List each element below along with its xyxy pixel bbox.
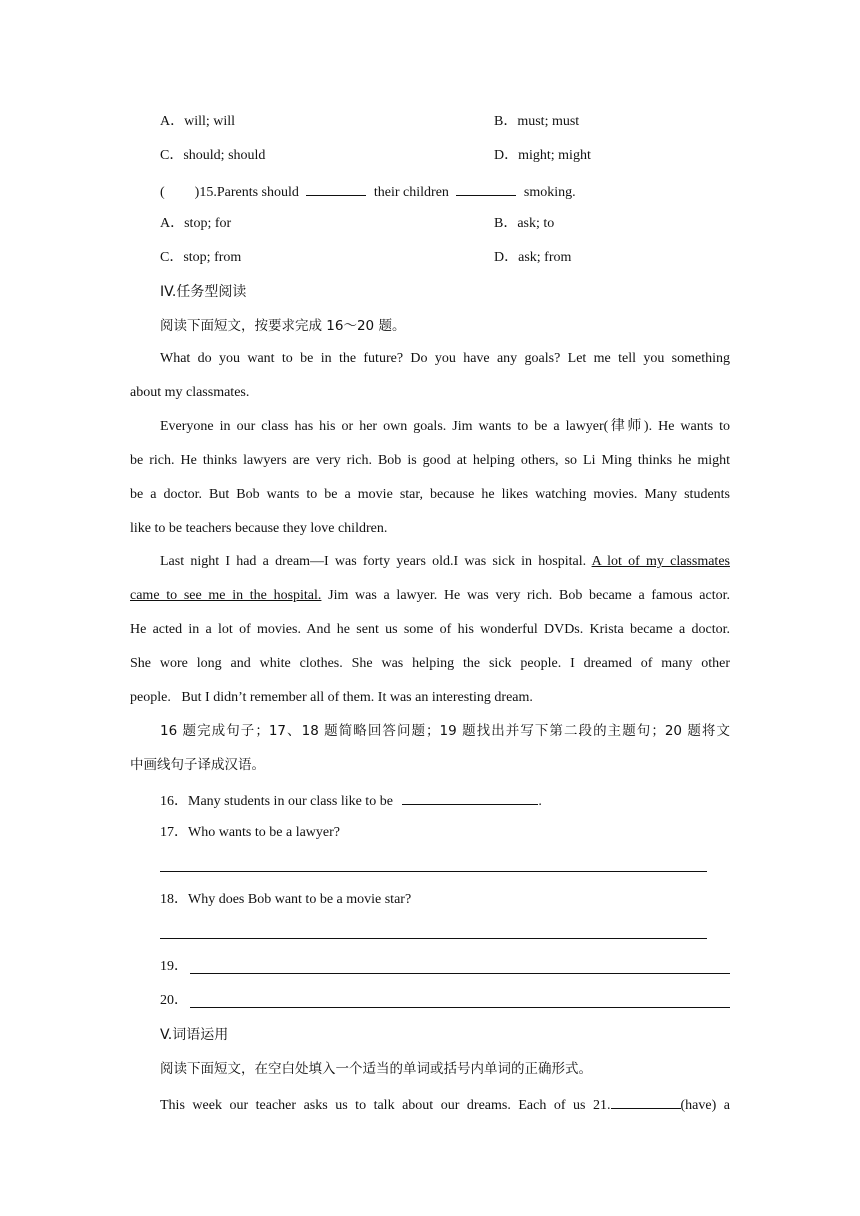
p3-line-1-text: Last night I had a dream—I was forty years old.I was sick in hospital. (160, 554, 587, 569)
q14-option-b: B．must; must (494, 114, 580, 129)
q14-option-c: C．should; should (160, 148, 266, 163)
q14-option-a: A．will; will (160, 114, 236, 129)
q19-answer-line[interactable] (190, 973, 730, 974)
q20-answer-line[interactable] (190, 1007, 730, 1008)
section-5-heading: V.词语运用 (160, 1027, 229, 1043)
passage-p3-line-3: He acted in a lot of movies. And he sent us some of his wonderful DVDs. Krista became a doctor. (130, 622, 730, 637)
passage-p2-line-3: be a doctor. But Bob wants to be a movie star, because he likes watching movies. Many students (130, 487, 730, 502)
q21-blank[interactable] (611, 1094, 681, 1109)
s5-line-1-text: This week our teacher asks us to talk about our dreams. Each of us 21. (160, 1098, 611, 1113)
q15-option-a: A．stop; for (160, 216, 232, 231)
q15-blank-1[interactable] (306, 181, 366, 196)
question-16 (160, 790, 542, 811)
passage-p3-line-5: people. But I didn’t remember all of them. It was an interesting dream. (130, 690, 533, 705)
q16-period: . (538, 794, 542, 809)
q15-option-c: C．stop; from (160, 250, 242, 265)
task-instruction-line-1: 16 题完成句子；17、18 题简略回答问题；19 题找出并写下第二段的主题句；20 题将文 (160, 723, 730, 739)
section-4-heading: IV.任务型阅读 (160, 284, 247, 300)
passage-p2-line-4: like to be teachers because they love children. (130, 521, 388, 536)
passage-p2-line-2: be rich. He thinks lawyers are very rich. Bob is good at helping others, so Li Ming thinks he might (130, 453, 730, 468)
underlined-sentence-part-1: A lot of my classmates (591, 554, 730, 569)
q15-mid: their children (373, 185, 449, 200)
question-19-label: 19． (160, 959, 188, 974)
q15-option-d: D．ask; from (494, 250, 572, 265)
q17-answer-line[interactable] (160, 871, 707, 872)
question-18: 18．Why does Bob want to be a movie star? (160, 892, 412, 907)
q16-answer-blank[interactable] (402, 790, 538, 805)
underlined-sentence-part-2: came to see me in the hospital. (130, 588, 322, 603)
passage-p1-line-1: What do you want to be in the future? Do you have any goals? Let me tell you something (160, 351, 730, 366)
task-instruction-line-2: 中画线句子译成汉语。 (130, 757, 265, 773)
question-17: 17．Who wants to be a lawyer? (160, 825, 340, 840)
p3-line-2-text: Jim was a lawyer. He was very rich. Bob became a famous actor. (328, 588, 730, 603)
passage-p1-line-2: about my classmates. (130, 385, 250, 400)
s5-line-1-hint: (have) a (680, 1098, 730, 1113)
passage-p2-line-1: Everyone in our class has his or her own goals. Jim wants to be a lawyer(律师). He wants to (160, 419, 730, 434)
passage-p3-line-1 (160, 553, 730, 571)
section-5-passage-line-1 (160, 1094, 730, 1115)
passage-p3-line-4: She wore long and white clothes. She was helping the sick people. I dreamed of many other (130, 656, 730, 671)
question-15 (160, 181, 576, 202)
q18-answer-line[interactable] (160, 938, 707, 939)
q15-option-b: B．ask; to (494, 216, 555, 231)
q16-text: 16．Many students in our class like to be (160, 794, 393, 809)
question-20-label: 20． (160, 993, 188, 1008)
q14-option-d: D．might; might (494, 148, 591, 163)
q15-stem: )15.Parents should (194, 185, 299, 200)
q15-blank-2[interactable] (456, 181, 516, 196)
passage-p3-line-2 (130, 587, 730, 605)
q15-paren-open: ( (160, 185, 165, 200)
section-4-instruction: 阅读下面短文，按要求完成 16～20 题。 (160, 318, 406, 334)
section-5-instruction: 阅读下面短文，在空白处填入一个适当的单词或括号内单词的正确形式。 (160, 1061, 592, 1077)
q15-end: smoking. (523, 185, 576, 200)
